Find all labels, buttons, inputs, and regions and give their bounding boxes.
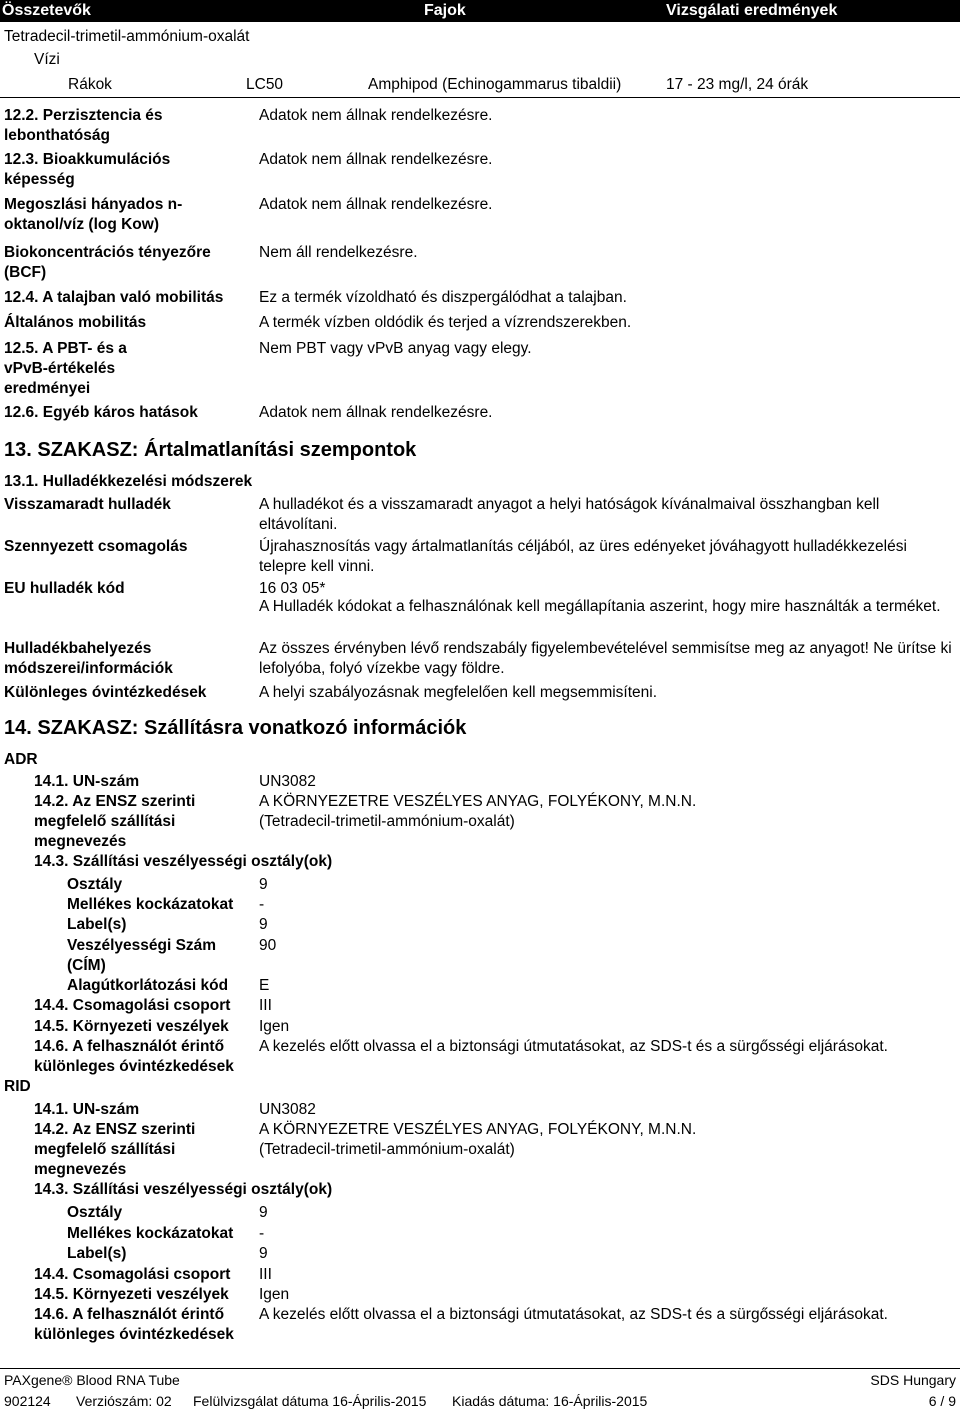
special-precautions-label: Különleges óvintézkedések bbox=[4, 684, 207, 701]
adr-un-value: UN3082 bbox=[259, 773, 316, 790]
table-divider bbox=[0, 97, 960, 98]
adr-hin-value: 90 bbox=[259, 937, 277, 954]
ewc-code: 16 03 05* bbox=[259, 580, 326, 597]
general-mobility-value: A termék vízben oldódik és terjed a vízrendszerekben. bbox=[259, 314, 632, 331]
contaminated-packaging-label: Szennyezett csomagolás bbox=[4, 538, 188, 555]
footer-issue-date: Kiadás dátuma: 16-Április-2015 bbox=[452, 1393, 648, 1409]
rid-shipping-name-label: 14.2. Az ENSZ szerinti megfelelő szállítási megnevezés bbox=[34, 1121, 196, 1178]
adr-labels-label: Label(s) bbox=[67, 916, 127, 933]
rid-labels-label: Label(s) bbox=[67, 1245, 127, 1262]
organism-group: Rákok bbox=[68, 76, 112, 93]
footer-rule bbox=[0, 1368, 960, 1369]
column-header-species: Fajok bbox=[424, 2, 466, 19]
general-mobility-label: Általános mobilitás bbox=[4, 314, 147, 331]
ewc-note: A Hulladék kódokat a felhasználónak kell megállapítania aszerint, hogy mire használták a terméket. bbox=[259, 598, 941, 615]
adr-tunnel-value: E bbox=[259, 977, 270, 994]
adr-precautions-value: A kezelés előtt olvassa el a biztonsági útmutatásokat, az SDS-t és a sürgősségi eljárásokat. bbox=[259, 1038, 888, 1055]
rid-shipping-name-value: A KÖRNYEZETRE VESZÉLYES ANYAG, FOLYÉKONY, M.N.N. (Tetradecil-trimetil-ammónium-oxalát) bbox=[259, 1121, 697, 1158]
disposal-methods-value: Az összes érvényben lévő rendszabály figyelembevételével semmisítse meg az anyagot! Ne ürítse ki lefolyóba, folyó vízekbe vagy földre. bbox=[259, 640, 952, 677]
substance-name: Tetradecil-trimetil-ammónium-oxalát bbox=[4, 28, 250, 45]
bcf-label: Biokoncentrációs tényezőre (BCF) bbox=[4, 244, 211, 281]
rid-precautions-label: 14.6. A felhasználót érintő különleges óvintézkedések bbox=[34, 1306, 234, 1343]
log-kow-value: Adatok nem állnak rendelkezésre. bbox=[259, 196, 493, 213]
rid-packing-group-label: 14.4. Csomagolási csoport bbox=[34, 1266, 231, 1283]
endpoint: LC50 bbox=[246, 76, 284, 93]
footer-revision-date: Felülvizsgálat dátuma 16-Április-2015 bbox=[193, 1393, 427, 1409]
adr-shipping-name-value: A KÖRNYEZETRE VESZÉLYES ANYAG, FOLYÉKONY, M.N.N. (Tetradecil-trimetil-ammónium-oxalát) bbox=[259, 793, 697, 830]
adr-un-label: 14.1. UN-szám bbox=[34, 773, 140, 790]
log-kow-label: Megoszlási hányados n-oktanol/víz (log Kow) bbox=[4, 196, 183, 233]
special-precautions-value: A helyi szabályozásnak megfelelően kell megsemmisíteni. bbox=[259, 684, 658, 701]
rid-labels-value: 9 bbox=[259, 1245, 268, 1262]
bioaccumulation-value: Adatok nem állnak rendelkezésre. bbox=[259, 151, 493, 168]
rid-heading: RID bbox=[4, 1078, 31, 1095]
adr-subrisk-label: Mellékes kockázatokat bbox=[67, 896, 234, 913]
footer-product: PAXgene® Blood RNA Tube bbox=[4, 1372, 180, 1388]
adr-env-hazard-value: Igen bbox=[259, 1018, 290, 1035]
rid-env-hazard-label: 14.5. Környezeti veszélyek bbox=[34, 1286, 229, 1303]
residual-waste-label: Visszamaradt hulladék bbox=[4, 496, 171, 513]
adr-class-value: 9 bbox=[259, 876, 268, 893]
soil-mobility-label: 12.4. A talajban való mobilitás bbox=[4, 289, 224, 306]
medium-label: Vízi bbox=[34, 51, 60, 68]
adr-env-hazard-label: 14.5. Környezeti veszélyek bbox=[34, 1018, 229, 1035]
adr-tunnel-label: Alagútkorlátozási kód bbox=[67, 977, 229, 994]
rid-subrisk-value: - bbox=[259, 1225, 265, 1242]
adr-class-label: Osztály bbox=[67, 876, 123, 893]
waste-methods-heading: 13.1. Hulladékkezelési módszerek bbox=[4, 473, 253, 490]
pbt-label: 12.5. A PBT- és a vPvB-értékelés eredményei bbox=[4, 340, 127, 397]
soil-mobility-value: Ez a termék vízoldható és diszpergálódhat a talajban. bbox=[259, 289, 627, 306]
rid-un-label: 14.1. UN-szám bbox=[34, 1101, 140, 1118]
adr-packing-group-label: 14.4. Csomagolási csoport bbox=[34, 997, 231, 1014]
adr-hazard-class-heading: 14.3. Szállítási veszélyességi osztály(ok) bbox=[34, 853, 333, 870]
bioaccumulation-label: 12.3. Bioakkumulációs képesség bbox=[4, 151, 171, 188]
residual-waste-value: A hulladékot és a visszamaradt anyagot a helyi hatóságok kívánalmaival összhangban kell eltávolítani. bbox=[259, 496, 880, 533]
pbt-value: Nem PBT vagy vPvB anyag vagy elegy. bbox=[259, 340, 532, 357]
rid-hazard-class-heading: 14.3. Szállítási veszélyességi osztály(ok) bbox=[34, 1181, 333, 1198]
column-header-ingredients: Összetevők bbox=[2, 2, 91, 19]
adr-packing-group-value: III bbox=[259, 997, 272, 1014]
rid-precautions-value: A kezelés előtt olvassa el a biztonsági útmutatásokat, az SDS-t és a sürgősségi eljárásokat. bbox=[259, 1306, 888, 1323]
ewc-label: EU hulladék kód bbox=[4, 580, 125, 597]
test-species: Amphipod (Echinogammarus tibaldii) bbox=[368, 76, 622, 93]
adr-shipping-name-label: 14.2. Az ENSZ szerinti megfelelő szállítási megnevezés bbox=[34, 793, 196, 850]
test-result: 17 - 23 mg/l, 24 órák bbox=[666, 76, 809, 93]
footer-version: Verziószám: 02 bbox=[76, 1393, 172, 1409]
adr-labels-value: 9 bbox=[259, 916, 268, 933]
footer-region: SDS Hungary bbox=[870, 1372, 956, 1388]
rid-class-label: Osztály bbox=[67, 1204, 123, 1221]
other-effects-label: 12.6. Egyéb káros hatások bbox=[4, 404, 198, 421]
rid-env-hazard-value: Igen bbox=[259, 1286, 290, 1303]
column-header-results: Vizsgálati eredmények bbox=[666, 2, 838, 19]
footer-page-number: 6 / 9 bbox=[928, 1393, 956, 1409]
section-13-title: 13. SZAKASZ: Ártalmatlanítási szempontok bbox=[4, 439, 417, 461]
disposal-methods-label: Hulladékbahelyezés módszerei/információk bbox=[4, 640, 173, 677]
other-effects-value: Adatok nem állnak rendelkezésre. bbox=[259, 404, 493, 421]
contaminated-packaging-value: Újrahasznosítás vagy ártalmatlanítás céljából, az üres edényeket jóváhagyott hulladékkezelési telepre kell vinni. bbox=[259, 538, 907, 575]
rid-packing-group-value: III bbox=[259, 1266, 272, 1283]
section-14-title: 14. SZAKASZ: Szállításra vonatkozó információk bbox=[4, 717, 467, 739]
adr-hin-label: Veszélyességi Szám (CÍM) bbox=[67, 937, 217, 974]
persistence-label: 12.2. Perzisztencia és lebonthatóság bbox=[4, 107, 163, 144]
persistence-value: Adatok nem állnak rendelkezésre. bbox=[259, 107, 493, 124]
adr-precautions-label: 14.6. A felhasználót érintő különleges óvintézkedések bbox=[34, 1038, 234, 1075]
footer-doc-id: 902124 bbox=[4, 1393, 51, 1409]
rid-un-value: UN3082 bbox=[259, 1101, 316, 1118]
adr-heading: ADR bbox=[4, 751, 38, 768]
table-header bbox=[0, 0, 960, 22]
adr-subrisk-value: - bbox=[259, 896, 265, 913]
bcf-value: Nem áll rendelkezésre. bbox=[259, 244, 418, 261]
rid-subrisk-label: Mellékes kockázatokat bbox=[67, 1225, 234, 1242]
rid-class-value: 9 bbox=[259, 1204, 268, 1221]
